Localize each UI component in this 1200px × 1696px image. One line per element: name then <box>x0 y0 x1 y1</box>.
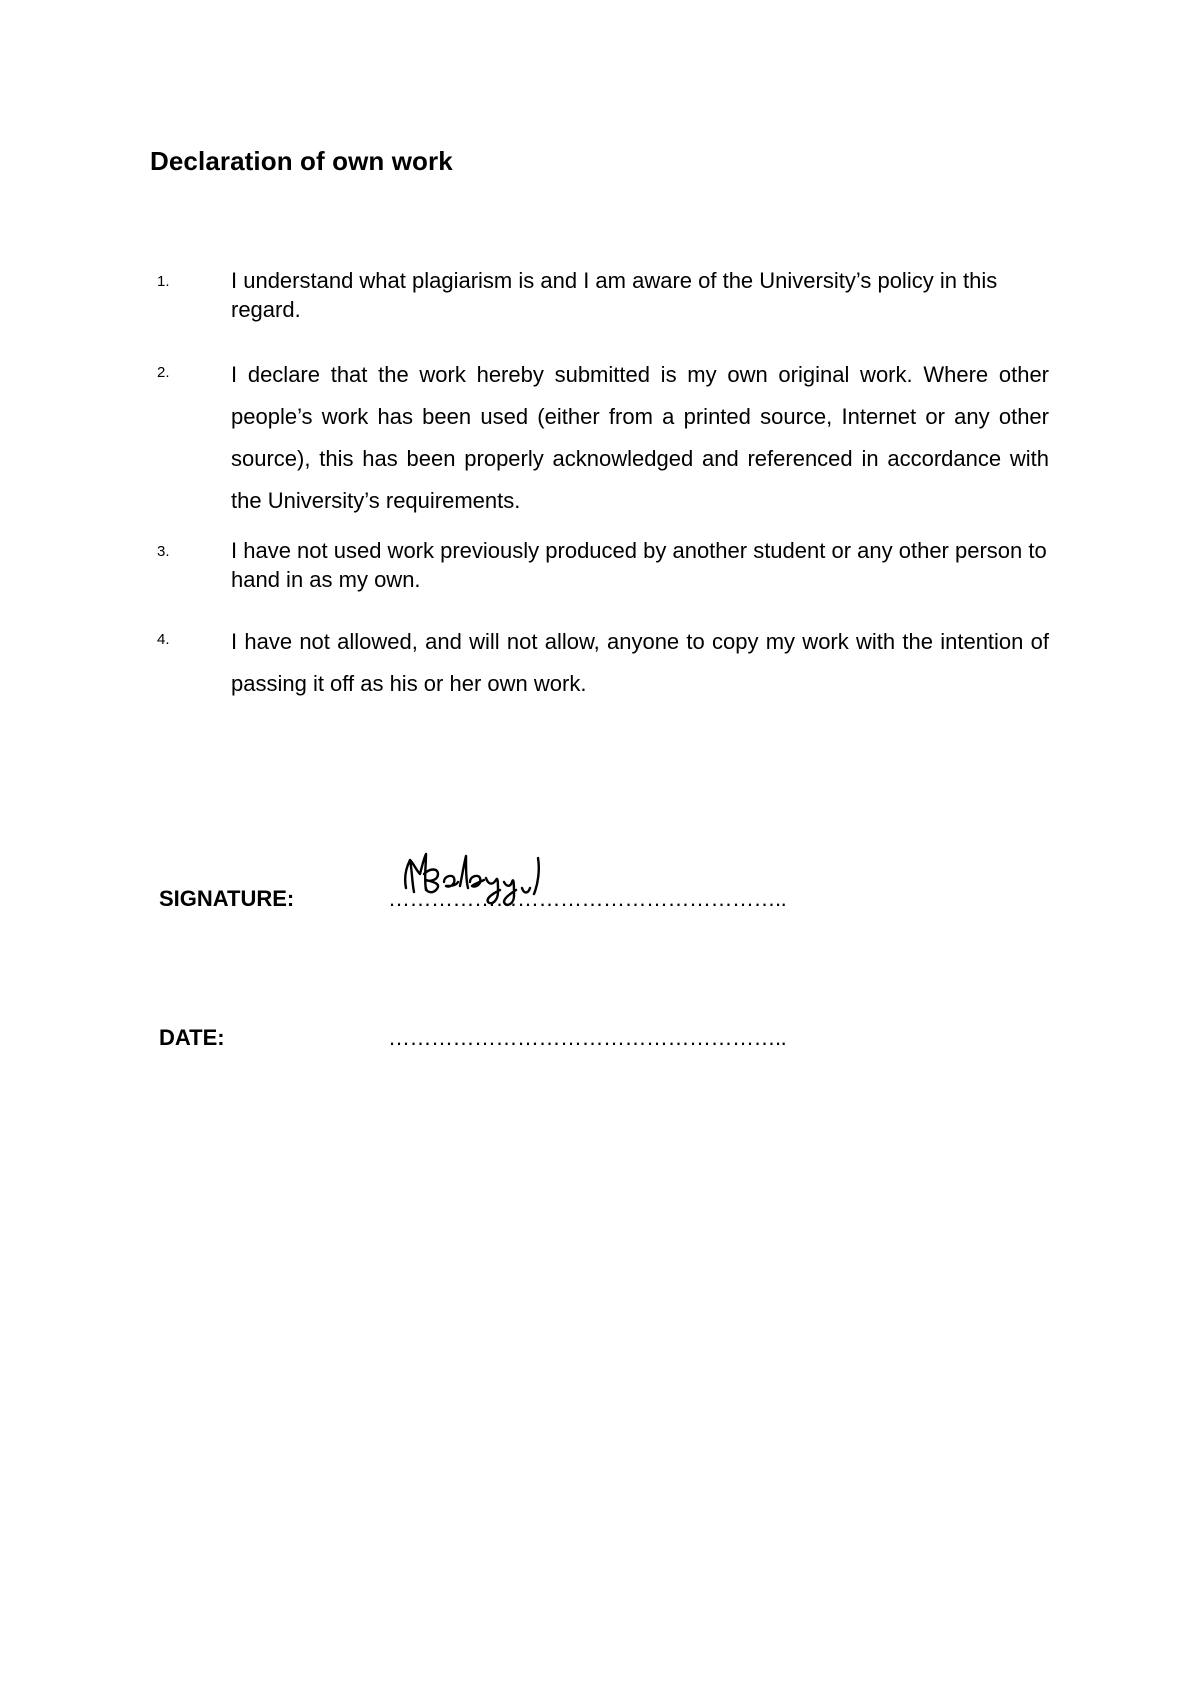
page-title: Declaration of own work <box>150 146 453 176</box>
signature-label: SIGNATURE: <box>159 886 295 911</box>
item-text: I declare that the work hereby submitted is my own original work. Where other people’s work has been used (either from a printed source, Internet or any other source), this has been properly acknowledged and referenced in accordance with the University’s requirements. <box>231 362 1049 513</box>
item-text: I understand what plagiarism is and I am aware of the University’s policy in this regard. <box>231 268 998 322</box>
item-number: 4. <box>157 631 170 648</box>
item-number: 1. <box>157 273 170 290</box>
date-line: ……………………………………………….. <box>388 1025 787 1050</box>
signature-line: ……………………………………………….. <box>388 886 787 911</box>
item-number: 2. <box>157 364 170 381</box>
item-text: I have not used work previously produced by another student or any other person to hand in as my own. <box>231 538 1047 592</box>
item-text: I have not allowed, and will not allow, anyone to copy my work with the intention of passing it off as his or her own work. <box>231 629 1049 696</box>
handwritten-signature <box>400 848 548 914</box>
item-number: 3. <box>157 543 170 560</box>
date-label: DATE: <box>159 1025 225 1050</box>
